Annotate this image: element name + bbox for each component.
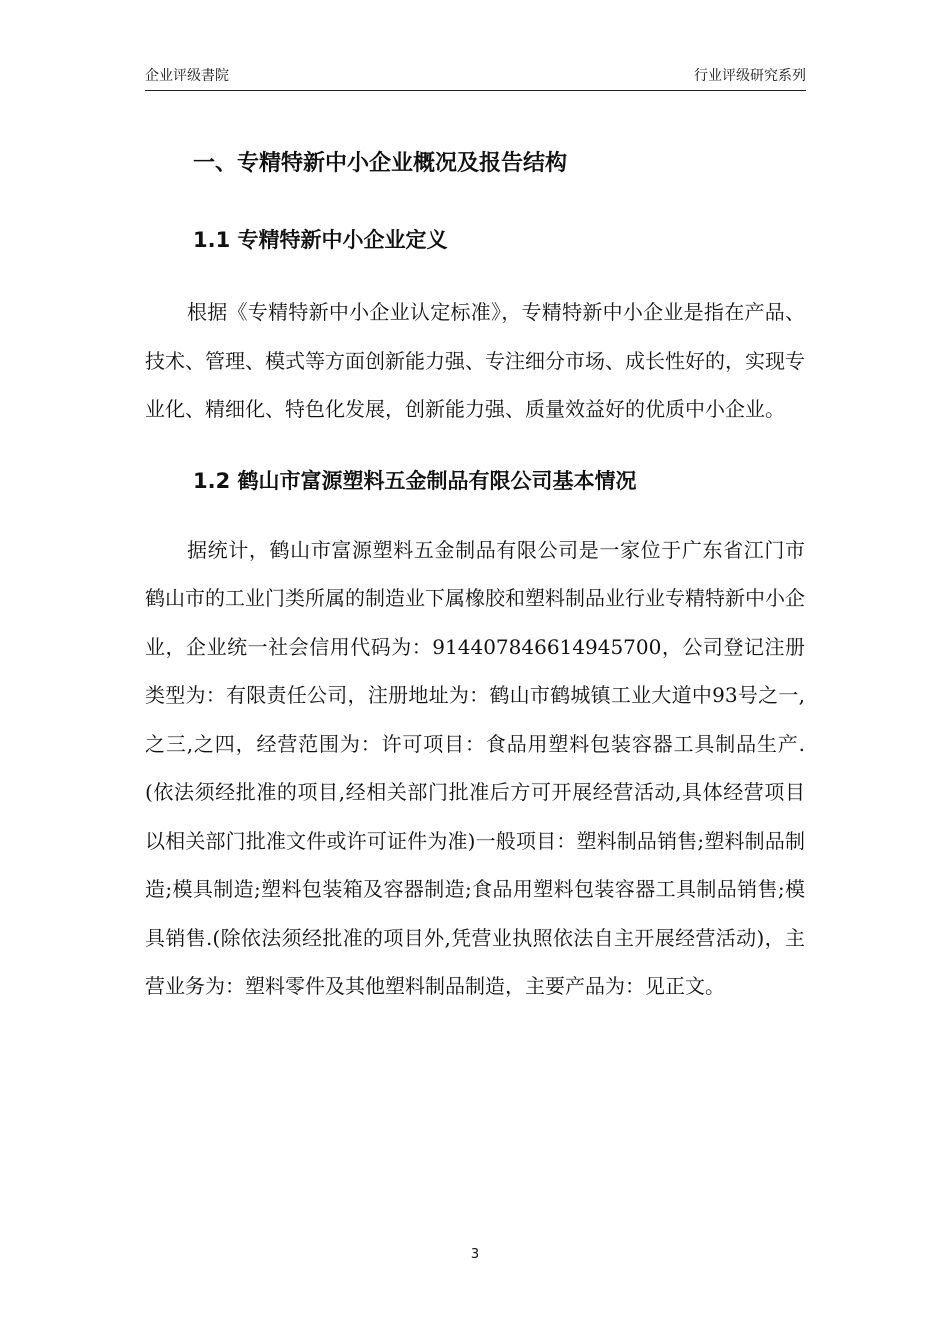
definition-paragraph: 根据《专精特新中小企业认定标准》，专精特新中小企业是指在产品、技术、管理、模式等方面创新能力强、专注细分市场、成长性好的，实现专业化、精细化、特色化发展，创新能力强、质量效益好的优质中小企业。 [145, 300, 805, 421]
header-series-title: 行业评级研究系列 [694, 68, 806, 84]
section-heading-1-2: 1.2 鹤山市富源塑料五金制品有限公司基本情况 [193, 468, 637, 493]
page-number: 3 [470, 1247, 480, 1262]
document-body [145, 140, 805, 1011]
section-heading-1-1: 1.1 专精特新中小企业定义 [193, 228, 448, 252]
section-heading-1: 一、专精特新中小企业概况及报告结构 [193, 151, 568, 176]
page-header [145, 66, 806, 91]
company-info-paragraph: 据统计，鹤山市富源塑料五金制品有限公司是一家位于广东省江门市鹤山市的工业门类所属的制造业下属橡胶和塑料制品业行业专精特新中小企业，企业统一社会信用代码为：914407846614945700，公司登记注册类型为：有限责任公司，注册地址为：鹤山市鹤城镇工业大道中93号之一,之三,之四，经营范围为：许可项目：食品用塑料包装容器工具制品生产.(依法须经批准的项目,经相关部门批准后方可开展经营活动,具体经营项目以相关部门批准文件或许可证件为准)一般项目：塑料制品销售;塑料制品制造;模具制造;塑料包装箱及容器制造;食品用塑料包装容器工具制品销售;模具销售.(除依法须经批准的项目外,凭营业执照依法自主开展经营活动)，主营业务为：塑料零件及其他塑料制品制造，主要产品为：见正文。 [145, 537, 805, 998]
header-publisher: 企业评级書院 [145, 68, 229, 84]
